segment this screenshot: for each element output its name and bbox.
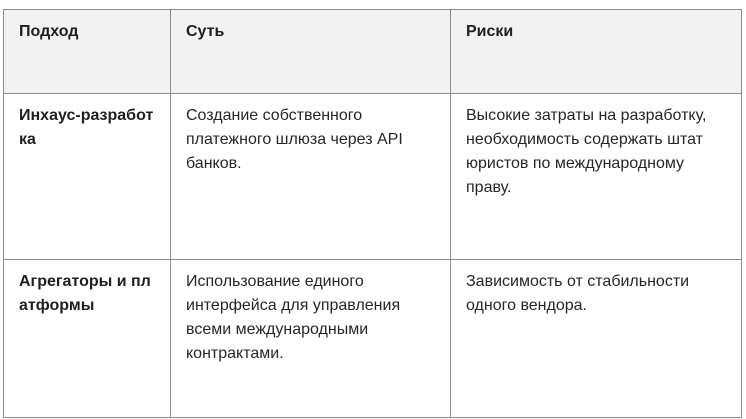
cell-essence: Использование единого интерфейса для управления всеми международными контрактами. [171,260,451,418]
cell-approach: Инхаус-разработка [4,94,171,260]
header-essence: Суть [171,10,451,94]
table-header [4,10,742,94]
comparison-table-container [3,9,742,418]
cell-essence: Создание собственного платежного шлюза через API банков. [171,94,451,260]
cell-approach: Агрегаторы и платформы [4,260,171,418]
cell-risks: Высокие затраты на разработку, необходимость содержать штат юристов по международному праву. [451,94,742,260]
table-row [4,94,742,260]
table-row [4,260,742,418]
comparison-table [3,9,742,418]
table-body [4,94,742,418]
header-approach: Подход [4,10,171,94]
header-row [4,10,742,94]
header-risks: Риски [451,10,742,94]
cell-risks: Зависимость от стабильности одного вендора. [451,260,742,418]
